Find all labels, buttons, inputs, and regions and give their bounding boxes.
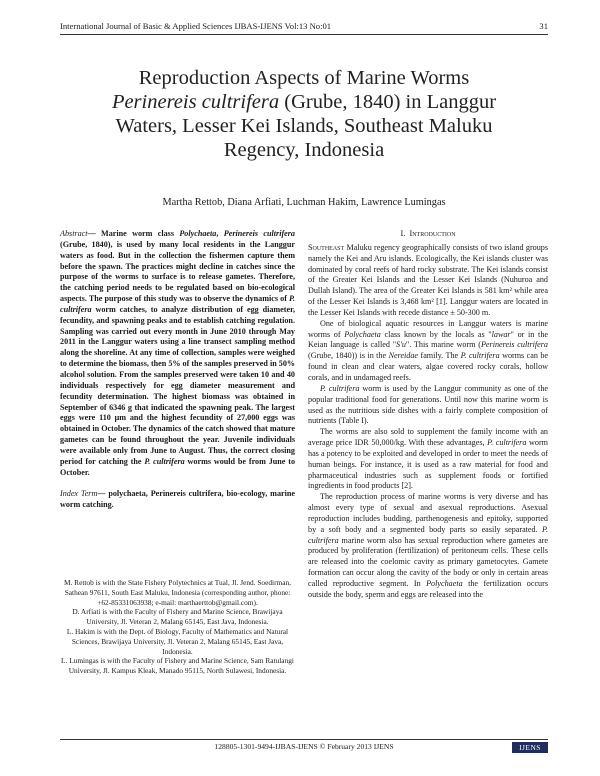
section-heading: I. Introduction xyxy=(400,229,456,238)
title-line-3: Waters, Lesser Kei Islands, Southeast Maluku xyxy=(115,115,493,137)
intro-paragraph-4: The worms are also sold to supplement the family income with an average price IDR 50,000/kg. With these advantages, P. cultrifera worm has a potency to be exploited and developed in order to meet the needs of human beings. For instance, it is used as a raw material for food and pharmaceutical industries such as supplement foods or fortified ingredients in food products [2]. xyxy=(308,427,548,491)
title-line-2: Perinereis cultrifera (Grube, 1840) in Langgur xyxy=(111,91,497,113)
index-terms: Index Term— polychaeta, Perinereis cultrifera, bio-ecology, marine worm catching. xyxy=(60,489,295,510)
footnote-arfiati: D. Arfiati is with the Faculty of Fishery and Marine Science, Brawijaya University, Jl. Veteran 2, Malang 65145, East Java, Indonesia. xyxy=(72,607,283,627)
left-column xyxy=(60,229,295,511)
page-number: 31 xyxy=(539,21,548,31)
abstract: Abstract— Marine worm class Polychaeta, Perinereis cultrifera (Grube, 1840), is used by many local residents in the Langgur waters as food. But in the collection the fishermen capture them before the spawn. The practices might decline in catches since the purpose of the worms to surface is to release gametes. Therefore, the catching period needs to be regulated based on bio-ecological aspects. The purpose of this study was to observe the dynamics of P. cultrifera worm catches, to analyze distribution of egg diameter, fecundity, and spawning peaks and to establish catching regulation. Sampling was carried out every month in June 2010 through May 2011 in the Langgur waters using a line transect sampling method along the shoreline. At any time of collection, samples were weighed to determine the biomass, then 5% of the samples preserved in 50% alcohol solution. From the samples preserved were taken 10 and 40 individuals respectively for egg diameter measurement and fecundity determination. The highest biomass was obtained in September of 6346 g that indicated the spawning peak. The largest eggs were 110 μm and the highest fecundity of 27,000 eggs was obtained in October. The dynamics of the catch showed that mature gametes can be found throughout the year. Juvenile individuals were available only from June to August. Thus, the correct closing period for catching the P. cultrifera worms would be from June to October. xyxy=(60,229,296,477)
journal-name: International Journal of Basic & Applied Sciences IJBAS-IJENS Vol:13 No:01 xyxy=(60,21,332,31)
footnote-rettob: M. Rettob is with the State Fishery Polytechnics at Tual, Jl. Jend. Soedirman, Sathean 97611, South East Maluku, Indonesia (corresponding author, phone: +62-85331063938; e-mail: marthaerttob@gmail.com). xyxy=(63,578,292,607)
intro-paragraph-5: The reproduction process of marine worms is very diverse and has almost every type of sexual and asexual reproductions. Asexual reproduction includes budding, parthenogenesis and epitoky, supported by a soft body and a segmented body parts so easily separated. P. cultrifera marine worm also has sexual reproduction where gametes are produced by proliferation (fertilization) of peritoneum cells. These cells are released into the coelomic cavity as primary gametocytes. Gamete formation can occur along the cavity of the body or only in certain areas called reproductive segment. In Polychaeta the fertilization occurs outside the body, sperm and eggs are released into the xyxy=(308,492,548,599)
title-line-1: Reproduction Aspects of Marine Worms xyxy=(138,67,470,89)
intro-paragraph-2: One of biological aquatic resources in Langgur waters is marine worms of Polychaeta class known by the locals as "lawar" or in the Keian language is called "S'u". This marine worm (Perinereis cultrifera (Grube, 1840)) is in the Nereidae family. The P. cultrifera worms can be found in clean and clear waters, algae covered rocky corals, hollow corals, and in undamaged reefs. xyxy=(308,318,549,382)
footnote-lumingas: L. Lumingas is with the Faculty of Fishery and Marine Science, Sam Ratulangi University, Jl. Kampus Kleak, Manado 95115, North Sulawesi, Indonesia. xyxy=(61,656,294,676)
header-rule xyxy=(60,34,548,35)
title-species: Perinereis cultrifera xyxy=(111,91,280,113)
author-list: Martha Rettob, Diana Arfiati, Luchman Hakim, Lawrence Lumingas xyxy=(162,197,446,208)
running-header xyxy=(60,21,548,31)
footnote-hakim: L. Hakim is with the Dept. of Biology, Faculty of Mathematics and Natural Sciences, Brawijaya University, Jl. Veteran 2, Malang 65145, East Java, Indonesia. xyxy=(66,626,289,656)
paper-title xyxy=(60,66,548,162)
intro-paragraph-3: P. cultrifera worm is used by the Langgur community as one of the popular traditional food for generations. Until now this marine worm is used as the nutritious side dishes with a fairly complete composition of nutrients (Table I). xyxy=(308,383,548,426)
footer-rule xyxy=(60,739,548,740)
index-terms-label: Index Term xyxy=(60,489,98,499)
page-footer: 128805-1301-9494-IJBAS-IJENS © February 2013 IJENS xyxy=(214,742,394,751)
right-column xyxy=(308,229,548,601)
ijens-logo: IJENS xyxy=(512,742,548,753)
abstract-label: Abstract xyxy=(60,229,88,238)
intro-paragraph-1: Southeast Maluku regency geographically consists of two island groups namely the Kei and Aru islands. Ecologically, the Kei islands cluster was dominated by coral reefs of hard rocky substrate. The Kei islands consist of the Greater Kei Islands and the Lesser Kei Islands (Nuhuroa and Dullah Island). The area of the Greater Kei Islands is 581 km² while area of the Lesser Kei Islands is 3,468 km² [1]. Langgur waters are located in the Lesser Kei Islands with recede distance ± 50-300 m. xyxy=(308,242,548,317)
title-line-4: Regency, Indonesia xyxy=(223,139,385,161)
author-footnotes xyxy=(60,578,295,676)
